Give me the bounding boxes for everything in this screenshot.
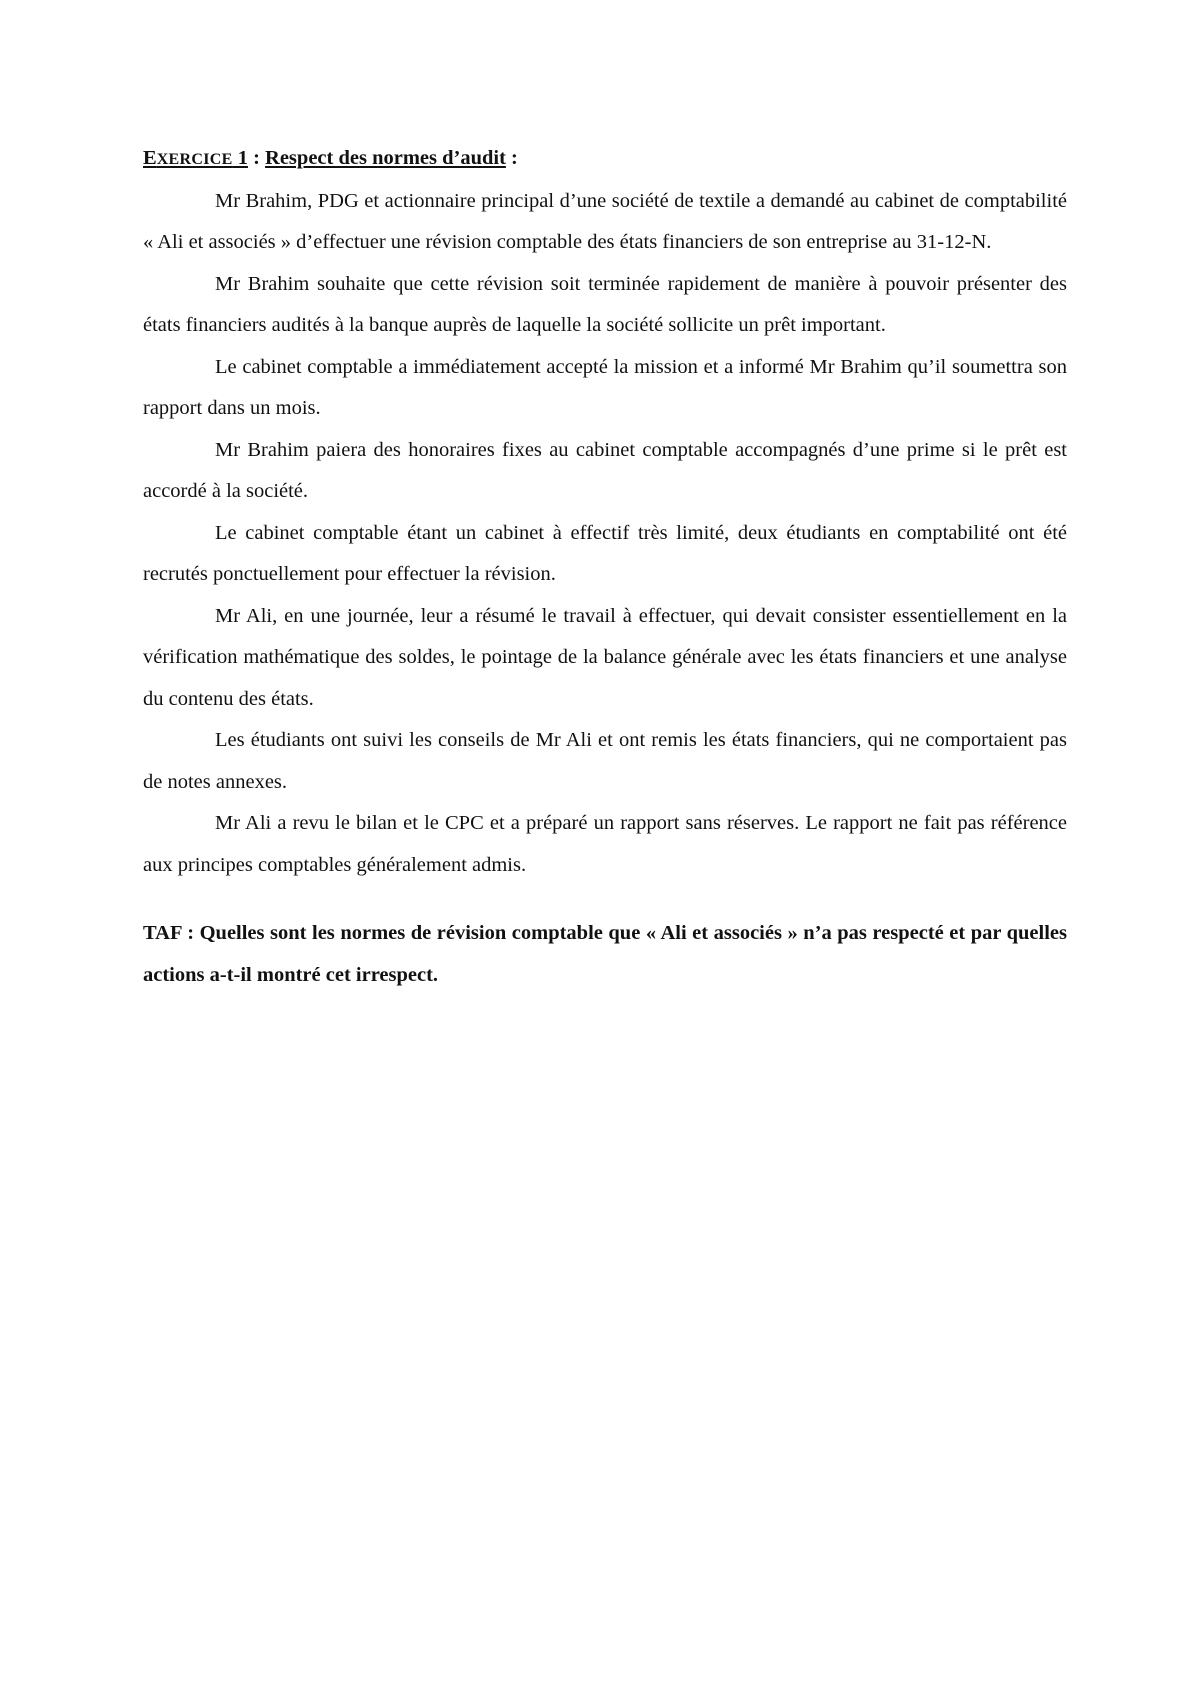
paragraph: Mr Brahim paiera des honoraires fixes au cabinet comptable accompagnés d’une prime si le prêt est accordé à la société. [143,438,1067,502]
exercise-label [143,147,248,169]
paragraph: Le cabinet comptable étant un cabinet à effectif très limité, deux étudiants en comptabilité ont été recrutés ponctuellement pour effectuer la révision. [143,521,1067,585]
exercise-title-suffix: : [505,147,518,169]
paragraph: Le cabinet comptable a immédiatement accepté la mission et a informé Mr Brahim qu’il soumettra son rapport dans un mois. [143,355,1067,419]
paragraph: Mr Brahim souhaite que cette révision soit terminée rapidement de manière à pouvoir présenter des états financiers audités à la banque auprès de laquelle la société sollicite un prêt important. [143,272,1067,336]
paragraph: Les étudiants ont suivi les conseils de Mr Ali et ont remis les états financiers, qui ne comportaient pas de notes annexes. [143,729,1067,793]
exercise-label-rest: XERCICE [156,151,233,168]
paragraph: Mr Ali, en une journée, leur a résumé le travail à effectuer, qui devait consister essentiellement en la vérification mathématique des soldes, le pointage de la balance générale avec les états financiers et une analyse du contenu des états. [143,604,1067,710]
taf-question: TAF : Quelles sont les normes de révision comptable que « Ali et associés » n’a pas respecté et par quelles actions a-t-il montré cet irrespect. [143,922,1067,986]
exercise-number: 1 [232,147,248,169]
exercise-separator: : [247,147,266,169]
document-body [143,138,1067,996]
exercise-heading [143,138,1067,181]
paragraph: Mr Brahim, PDG et actionnaire principal d’une société de textile a demandé au cabinet de comptabilité « Ali et associés » d’effectuer une révision comptable des états financiers de son entreprise au 31-12-N. [143,189,1067,253]
exercise-label-first-letter: E [143,147,157,169]
paragraph: Mr Ali a revu le bilan et le CPC et a préparé un rapport sans réserves. Le rapport ne fait pas référence aux principes comptables généralement admis. [143,812,1067,876]
exercise-title: Respect des normes d’audit [265,147,506,169]
